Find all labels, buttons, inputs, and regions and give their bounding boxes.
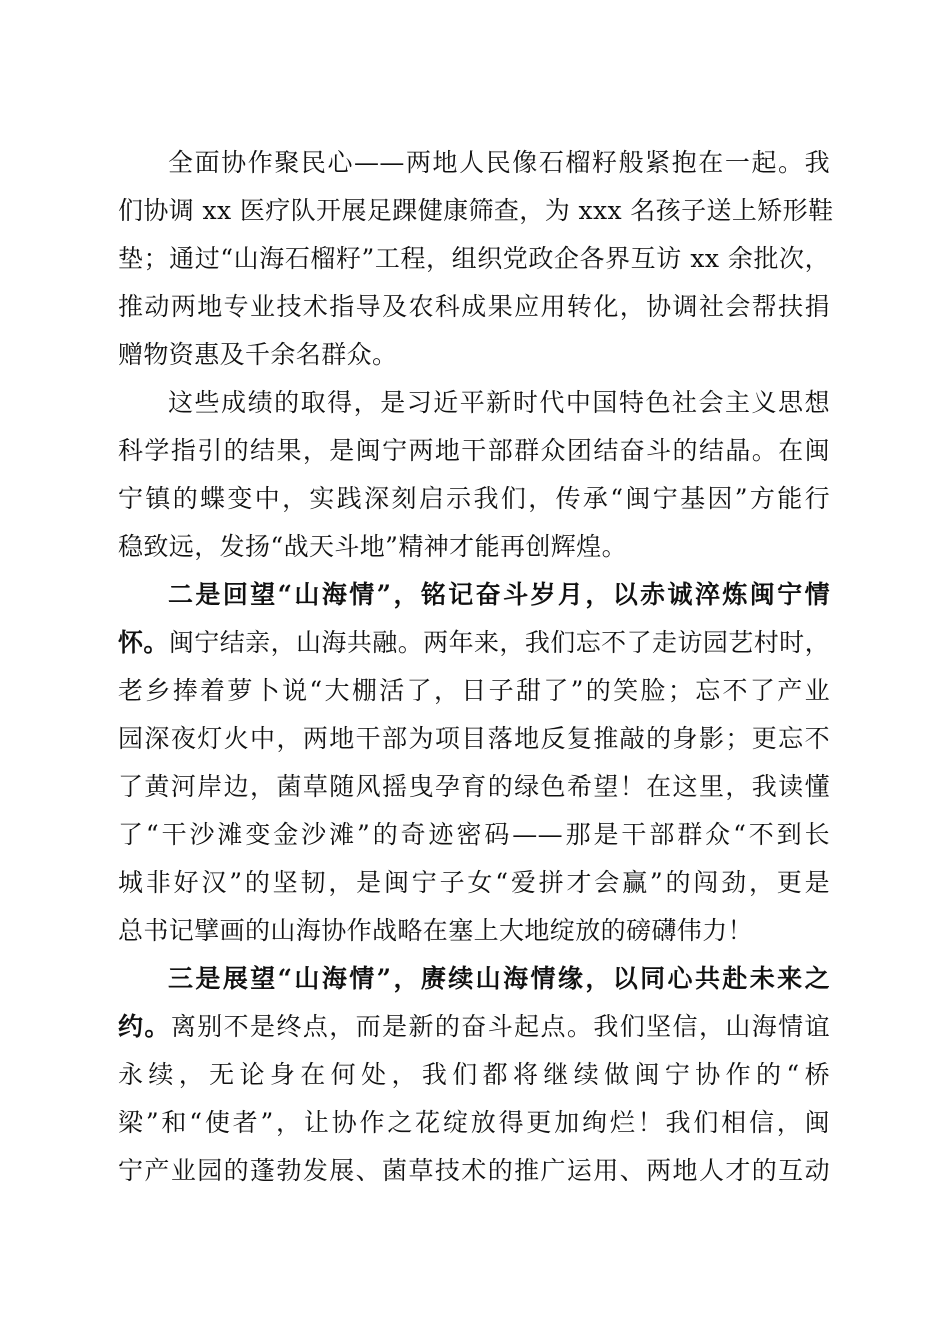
text-line: 老乡捧着萝卜说“大棚活了，日子甜了”的笑脸；忘不了产业 [118,676,830,705]
text-line: 永续，无论身在何处，我们都将继续做闽宁协作的“桥 [118,1060,830,1089]
bold-lead-line: 二是回望“山海情”，铭记奋斗岁月，以赤诚淬炼闽宁情 [168,580,830,609]
paragraph-1 [118,139,834,379]
text-line: 宁产业园的蓬勃发展、菌草技术的推广运用、两地人才的互动 [118,1156,830,1185]
text-segment: 离别不是终点，而是新的奋斗起点。我们坚信，山海情谊 [170,1012,830,1041]
text-line: 们协调 xx 医疗队开展足踝健康筛查，为 xxx 名孩子送上矫形鞋 [118,196,834,225]
text-line [118,1003,830,1051]
text-line: 梁”和“使者”，让协作之花绽放得更加绚烂！我们相信，闽 [118,1108,830,1137]
paragraph-3 [118,571,830,955]
text-line: 赠物资惠及千余名群众。 [118,340,398,369]
text-line: 科学指引的结果，是闽宁两地干部群众团结奋斗的结晶。在闽 [118,436,830,465]
text-line: 园深夜灯火中，两地干部为项目落地反复推敲的身影；更忘不 [118,724,830,753]
text-line: 宁镇的蝶变中，实践深刻启示我们，传承“闽宁基因”方能行 [118,484,830,513]
document-body [118,139,834,1195]
text-line: 这些成绩的取得，是习近平新时代中国特色社会主义思想 [168,388,830,417]
text-line: 垫；通过“山海石榴籽”工程，组织党政企各界互访 xx 余批次， [118,244,830,273]
bold-lead-continuation: 怀。 [118,628,169,657]
bold-lead-line: 三是展望“山海情”，赓续山海情缘，以同心共赴未来之 [168,964,830,993]
text-line: 全面协作聚民心——两地人民像石榴籽般紧抱在一起。我 [168,148,830,177]
text-line: 城非好汉”的坚韧，是闽宁子女“爱拼才会赢”的闯劲，更是 [118,868,830,897]
paragraph-2 [118,379,830,571]
text-line: 总书记擘画的山海协作战略在塞上大地绽放的磅礴伟力！ [118,916,754,945]
paragraph-4 [118,955,830,1195]
text-line: 稳致远，发扬“战天斗地”精神才能再创辉煌。 [118,532,627,561]
text-line [118,619,830,667]
text-line: 了黄河岸边，菌草随风摇曳孕育的绿色希望！在这里，我读懂 [118,772,830,801]
text-segment: 闽宁结亲，山海共融。两年来，我们忘不了走访园艺村时， [168,628,830,657]
bold-lead-continuation: 约。 [118,1012,171,1041]
text-line: 了“干沙滩变金沙滩”的奇迹密码——那是干部群众“不到长 [118,820,830,849]
text-line: 推动两地专业技术指导及农科成果应用转化，协调社会帮扶捐 [118,292,830,321]
